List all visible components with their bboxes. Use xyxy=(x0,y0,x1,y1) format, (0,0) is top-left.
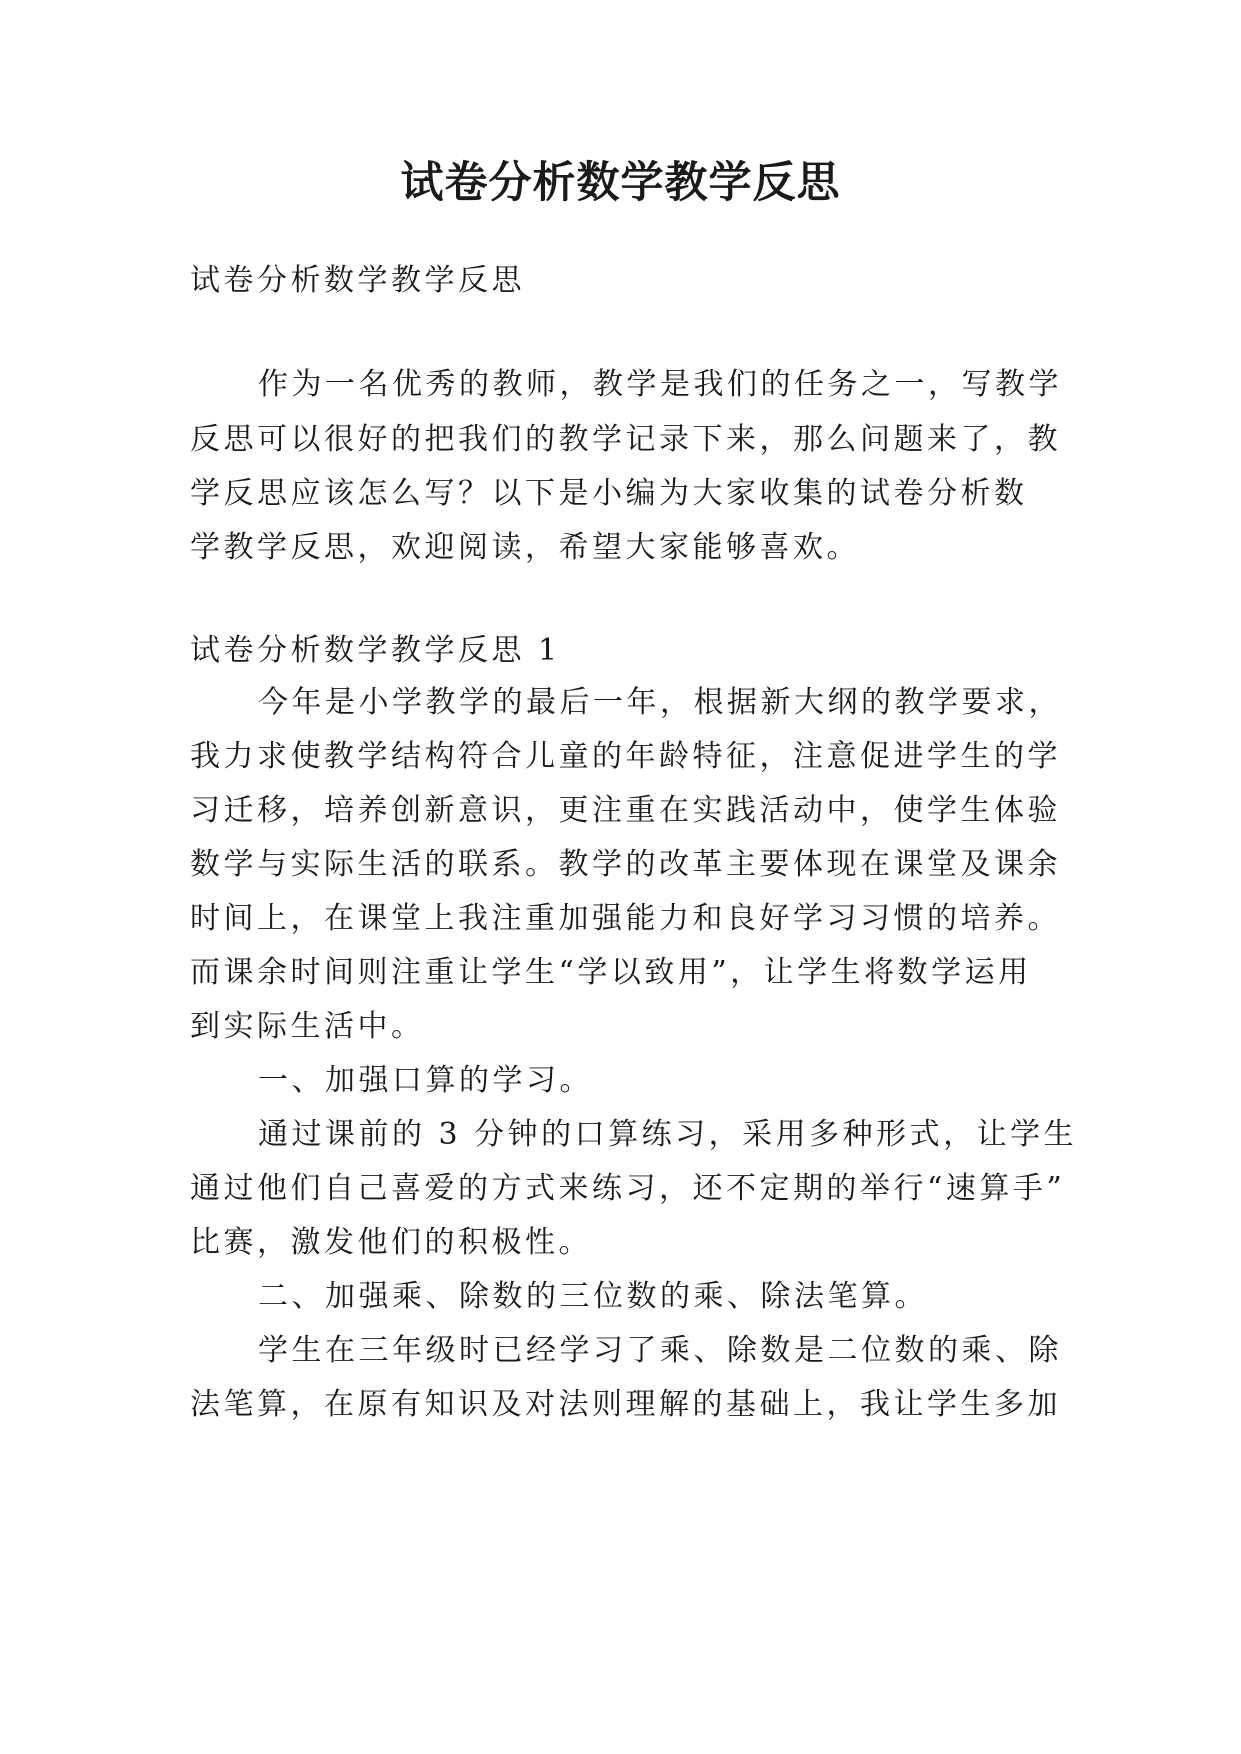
intro-line: 学反思应该怎么写？以下是小编为大家收集的试卷分析数 xyxy=(190,476,1028,511)
body-line: 法笔算，在原有知识及对法则理解的基础上，我让学生多加 xyxy=(190,1387,1061,1422)
body-line: 习迁移，培养创新意识，更注重在实践活动中，使学生体验 xyxy=(190,793,1061,828)
body-line: 到实际生活中。 xyxy=(190,1009,425,1044)
body-line: 通过他们自己喜爱的方式来练习，还不定期的举行“速算手” xyxy=(190,1171,1066,1206)
intro-line: 反思可以很好的把我们的教学记录下来，那么问题来了，教 xyxy=(190,422,1061,457)
body-line: 比赛，激发他们的积极性。 xyxy=(190,1225,592,1260)
intro-line: 学教学反思，欢迎阅读，希望大家能够喜欢。 xyxy=(190,530,860,565)
body-heading: 二、加强乘、除数的三位数的乘、除法笔算。 xyxy=(258,1279,928,1314)
intro-line: 作为一名优秀的教师，教学是我们的任务之一，写教学 xyxy=(258,367,1062,402)
body-line: 学生在三年级时已经学习了乘、除数是二位数的乘、除 xyxy=(258,1333,1062,1368)
body-line: 而课余时间则注重让学生“学以致用”，让学生将数学运用 xyxy=(190,955,1032,990)
body-line: 通过课前的 3 分钟的口算练习，采用多种形式，让学生 xyxy=(258,1117,1078,1152)
body-line: 今年是小学教学的最后一年，根据新大纲的教学要求， xyxy=(258,685,1062,720)
body-line: 数学与实际生活的联系。教学的改革主要体现在课堂及课余 xyxy=(190,847,1061,882)
document-title: 试卷分析数学教学反思 xyxy=(400,158,841,208)
body-line: 我力求使教学结构符合儿童的年龄特征，注意促进学生的学 xyxy=(190,739,1061,774)
document-subtitle: 试卷分析数学教学反思 xyxy=(190,263,525,298)
body-heading: 一、加强口算的学习。 xyxy=(258,1063,593,1098)
body-line: 时间上，在课堂上我注重加强能力和良好学习习惯的培养。 xyxy=(190,901,1061,936)
section-heading: 试卷分析数学教学反思 1 xyxy=(190,633,561,668)
